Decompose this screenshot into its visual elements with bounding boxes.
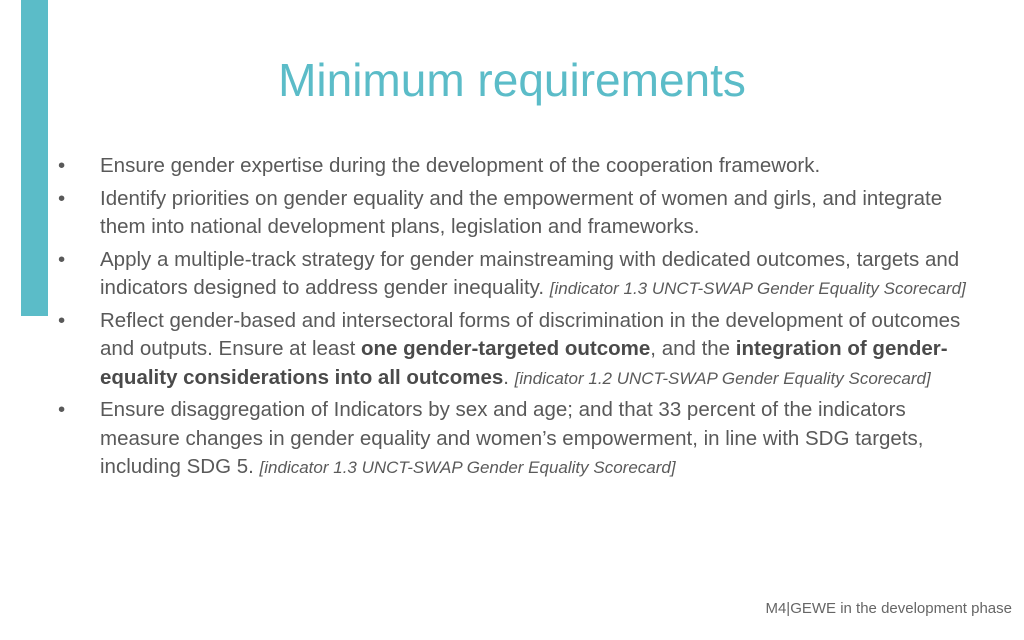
bullet-item-3 xyxy=(56,246,976,303)
bullet-marker: • xyxy=(58,308,66,332)
accent-bar xyxy=(21,0,48,316)
slide-title: Minimum requirements xyxy=(278,54,746,106)
bullet-item-1 xyxy=(56,152,976,181)
bullet-marker: • xyxy=(58,398,66,421)
bullet-text: Reflect gender-based and intersectoral forms of discrimination in the development of outcomes and outputs. Ensure at least xyxy=(100,308,961,360)
bullet-marker: • xyxy=(58,247,66,271)
bullet-bold-text: one gender-targeted outcome xyxy=(360,337,651,360)
bullet-bold-text: integration of gender-equality considerations into all outcomes xyxy=(100,337,948,389)
bullet-text: . xyxy=(503,365,515,389)
bullet-text: Ensure gender expertise during the development of the cooperation framework. xyxy=(100,154,821,177)
bullet-item-4 xyxy=(56,307,976,393)
bullet-item-5 xyxy=(56,396,976,482)
bullet-text: Identify priorities on gender equality and the empowerment of women and girls, and integrate them into national development plans, legislation and frameworks. xyxy=(100,186,943,238)
bullet-text: , and the xyxy=(650,337,736,360)
bullet-item-2 xyxy=(56,185,976,242)
bullet-citation: [indicator 1.3 UNCT-SWAP Gender Equality Scorecard] xyxy=(259,458,676,477)
bullet-list xyxy=(56,152,976,486)
bullet-text: Ensure disaggregation of Indicators by sex and age; and that 33 percent of the indicators measure changes in gender equality and women’s empowerment, in line with SDG targets, including SDG 5. xyxy=(100,398,924,478)
bullet-citation: [indicator 1.2 UNCT-SWAP Gender Equality Scorecard] xyxy=(514,368,931,388)
bullet-text: Apply a multiple-track strategy for gender mainstreaming with dedicated outcomes, targets and indicators designed to address gender inequality. xyxy=(100,247,960,299)
bullet-citation: [indicator 1.3 UNCT-SWAP Gender Equality Scorecard] xyxy=(549,279,966,298)
bullet-marker: • xyxy=(58,154,66,177)
bullet-marker: • xyxy=(58,186,66,210)
slide-footer: M4|GEWE in the development phase xyxy=(765,600,1012,617)
